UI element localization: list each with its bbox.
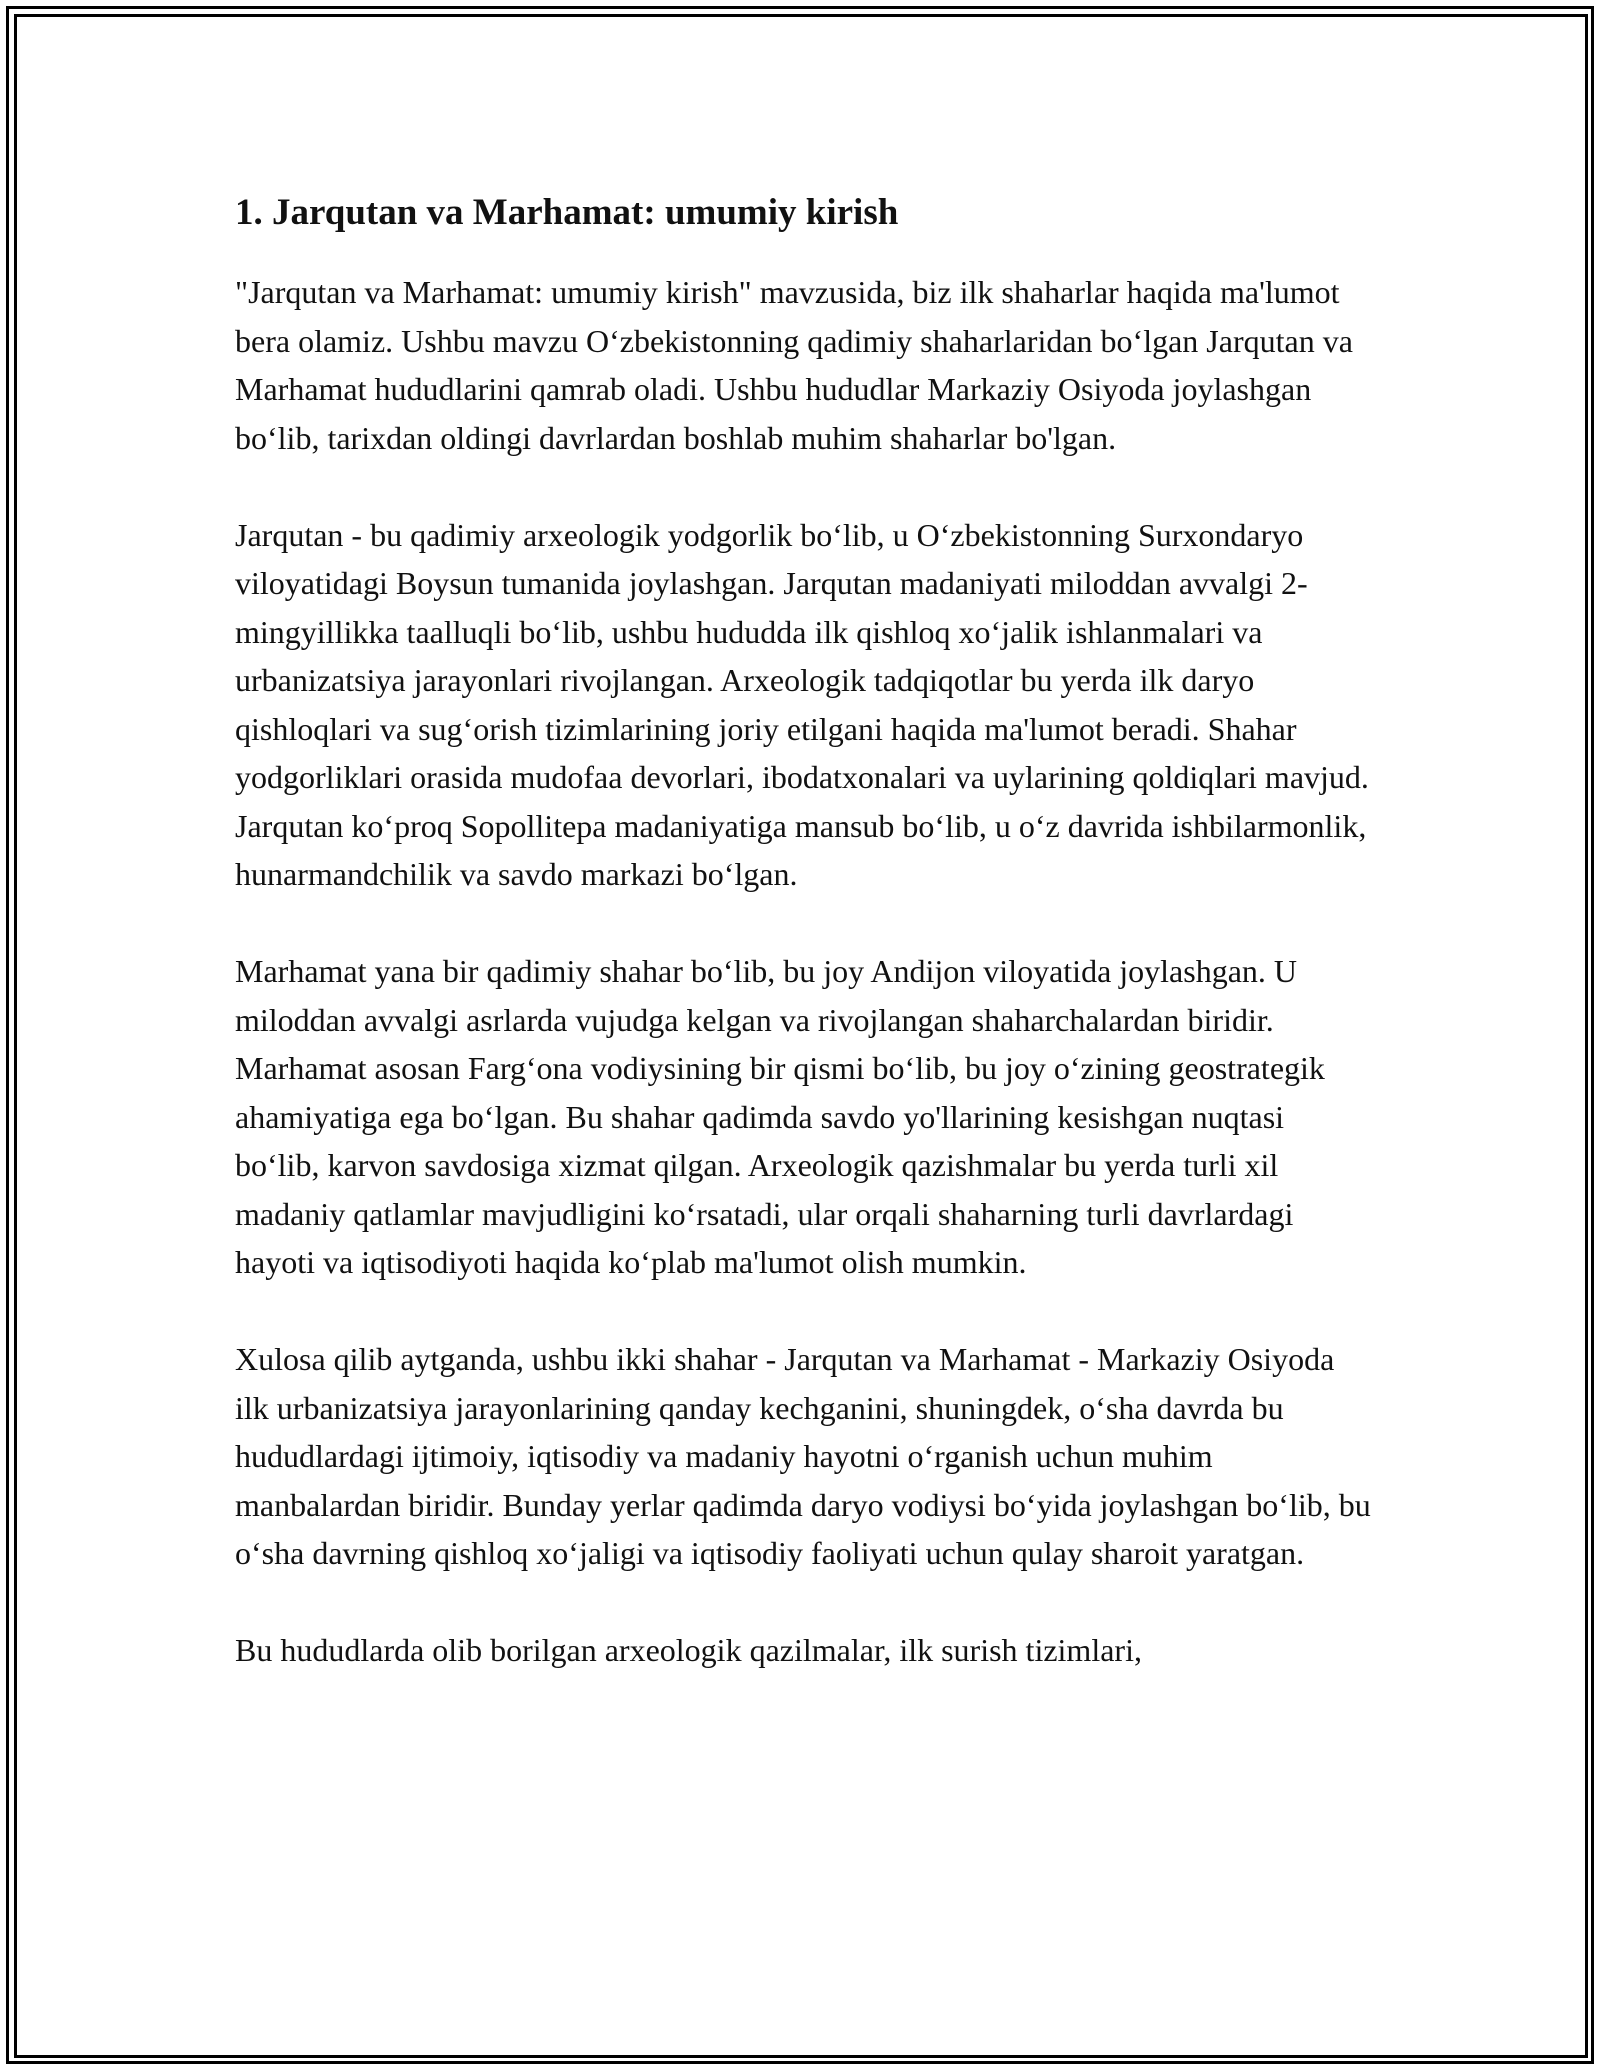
paragraph-intro: "Jarqutan va Marhamat: umumiy kirish" mavzusida, biz ilk shaharlar haqida ma'lumot bera olamiz. Ushbu mavzu O‘zbekistonning qadimiy shaharlaridan bo‘lgan Jarqutan va Marhamat hududlarini qamrab oladi. Ushbu hududlar Markaziy Osiyoda joylashgan bo‘lib, tarixdan oldingi davrlardan boshlab muhim shaharlar bo'lgan. (235, 274, 1353, 456)
paragraph-conclusion: Xulosa qilib aytganda, ushbu ikki shahar - Jarqutan va Marhamat - Markaziy Osiyoda ilk urbanizatsiya jarayonlarining qanday kechganini, shuningdek, o‘sha davrda bu hududlardagi ijtimoiy, iqtisodiy va madaniy hayotni o‘rganish uchun muhim manbalardan biridir. Bunday yerlar qadimda daryo vodiysi bo‘yida joylashgan bo‘lib, bu o‘sha davrning qishloq xo‘jaligi va iqtisodiy faoliyati uchun qulay sharoit yaratgan. (235, 1341, 1371, 1571)
paragraph-marhamat: Marhamat yana bir qadimiy shahar bo‘lib, bu joy Andijon viloyatida joylashgan. U miloddan avvalgi asrlarda vujudga kelgan va rivojlangan shaharchalardan biridir. Marhamat asosan Farg‘ona vodiysining bir qismi bo‘lib, bu joy o‘zining geostrategik ahamiyatiga ega bo‘lgan. Bu shahar qadimda savdo yo'llarining kesishgan nuqtasi bo‘lib, karvon savdosiga xizmat qilgan. Arxeologik qazishmalar bu yerda turli xil madaniy qatlamlar mavjudligini ko‘rsatadi, ular orqali shaharning turli davrlardagi hayoti va iqtisodiyoti haqida ko‘plab ma'lumot olish mumkin. (235, 953, 1325, 1280)
section-title: 1. Jarqutan va Marhamat: umumiy kirish (235, 192, 899, 233)
paragraph-jarqutan: Jarqutan - bu qadimiy arxeologik yodgorlik bo‘lib, u O‘zbekistonning Surxondaryo viloyatidagi Boysun tumanida joylashgan. Jarqutan madaniyati miloddan avvalgi 2-mingyillikka taalluqli bo‘lib, ushbu hududda ilk qishloq xo‘jalik ishlanmalari va urbanizatsiya jarayonlari rivojlangan. Arxeologik tadqiqotlar bu yerda ilk daryo qishloqlari va sug‘orish tizimlarining joriy etilgani haqida ma'lumot beradi. Shahar yodgorliklari orasida mudofaa devorlari, ibodatxonalari va uylarining qoldiqlari mavjud. Jarqutan ko‘proq Sopollitepa madaniyatiga mansub bo‘lib, u o‘z davrida ishbilarmonlik, hunarmandchilik va savdo markazi bo‘lgan. (235, 516, 1369, 892)
paragraph-continuation: Bu hududlarda olib borilgan arxeologik qazilmalar, ilk surish tizimlari, (235, 1632, 1142, 1668)
document-body (235, 180, 1375, 1723)
